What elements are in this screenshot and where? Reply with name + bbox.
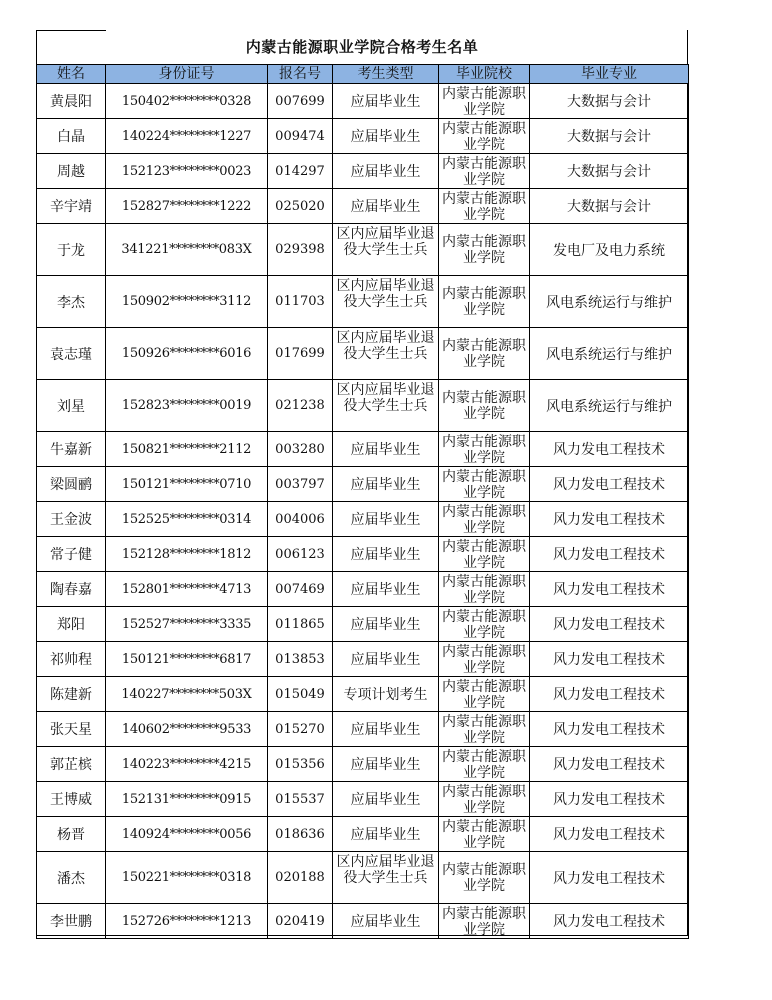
cell-candidate-type — [333, 328, 439, 380]
cell-id-number: 140223********4215 — [106, 747, 268, 782]
cell-name: 杨晋 — [37, 817, 106, 852]
cell-candidate-type: 应届毕业生 — [333, 607, 439, 642]
cell-graduate-school — [439, 607, 530, 642]
table-row — [37, 276, 689, 328]
cell-candidate-type: 应届毕业生 — [333, 712, 439, 747]
cell-candidate-type-text: 区内应届毕业退役大学生士兵 — [336, 853, 435, 886]
cell-graduate-school-text: 内蒙古能源职业学院 — [442, 748, 526, 781]
cell-id-number: 152823********0019 — [106, 380, 268, 432]
cell-graduate-school — [439, 119, 530, 154]
cell-graduate-school — [439, 328, 530, 380]
cell-name: 梁圆鹂 — [37, 467, 106, 502]
cell-graduate-major: 风力发电工程技术 — [530, 852, 689, 904]
cell-graduate-school — [439, 537, 530, 572]
spreadsheet-page — [36, 30, 688, 936]
cell-graduate-school — [439, 817, 530, 852]
table-body — [37, 84, 689, 939]
cell-candidate-type: 应届毕业生 — [333, 904, 439, 939]
cell-graduate-school-text: 内蒙古能源职业学院 — [442, 234, 526, 266]
table-row — [37, 677, 689, 712]
cell-registration-number: 004006 — [268, 502, 333, 537]
cell-registration-number: 003280 — [268, 432, 333, 467]
cell-candidate-type: 应届毕业生 — [333, 189, 439, 224]
cell-graduate-school-text: 内蒙古能源职业学院 — [442, 85, 526, 118]
table-row — [37, 782, 689, 817]
cell-graduate-major: 大数据与会计 — [530, 119, 689, 154]
cell-registration-number: 015049 — [268, 677, 333, 712]
cell-graduate-school-text: 内蒙古能源职业学院 — [442, 286, 526, 318]
cell-candidate-type: 应届毕业生 — [333, 817, 439, 852]
cell-name: 陶春嘉 — [37, 572, 106, 607]
cell-graduate-school-text: 内蒙古能源职业学院 — [442, 818, 526, 851]
cell-id-number: 150926********6016 — [106, 328, 268, 380]
cell-name: 郭芷槟 — [37, 747, 106, 782]
cell-graduate-school — [439, 84, 530, 119]
cell-name: 祁帅程 — [37, 642, 106, 677]
cell-graduate-school — [439, 747, 530, 782]
cell-id-number: 150121********6817 — [106, 642, 268, 677]
cell-candidate-type — [333, 380, 439, 432]
cell-name: 王博威 — [37, 782, 106, 817]
cell-graduate-school — [439, 189, 530, 224]
cell-graduate-school — [439, 904, 530, 939]
cell-registration-number: 003797 — [268, 467, 333, 502]
cell-graduate-school-text: 内蒙古能源职业学院 — [442, 433, 526, 466]
cell-candidate-type: 专项计划考生 — [333, 677, 439, 712]
cell-registration-number: 018636 — [268, 817, 333, 852]
cell-graduate-school — [439, 502, 530, 537]
cell-graduate-major: 风电系统运行与维护 — [530, 328, 689, 380]
cell-graduate-major: 大数据与会计 — [530, 154, 689, 189]
cell-candidate-type-text: 区内应届毕业退役大学生士兵 — [336, 381, 435, 414]
header-candidate-type: 考生类型 — [333, 65, 439, 84]
cell-registration-number: 007699 — [268, 84, 333, 119]
table-row — [37, 747, 689, 782]
cell-id-number: 341221********083X — [106, 224, 268, 276]
cell-name: 常子健 — [37, 537, 106, 572]
cell-candidate-type: 应届毕业生 — [333, 782, 439, 817]
cell-registration-number: 015356 — [268, 747, 333, 782]
table-row — [37, 154, 689, 189]
table-row — [37, 502, 689, 537]
cell-graduate-school-text: 内蒙古能源职业学院 — [442, 643, 526, 676]
cell-candidate-type: 应届毕业生 — [333, 154, 439, 189]
cell-id-number: 152726********1213 — [106, 904, 268, 939]
cell-name: 陈建新 — [37, 677, 106, 712]
cell-graduate-school — [439, 467, 530, 502]
cell-graduate-major: 风力发电工程技术 — [530, 712, 689, 747]
table-row — [37, 189, 689, 224]
header-graduate-school: 毕业院校 — [439, 65, 530, 84]
cell-id-number: 152525********0314 — [106, 502, 268, 537]
table-row — [37, 642, 689, 677]
cell-graduate-major: 风力发电工程技术 — [530, 904, 689, 939]
table-row — [37, 817, 689, 852]
cell-registration-number: 007469 — [268, 572, 333, 607]
cell-graduate-school — [439, 224, 530, 276]
cell-registration-number: 021238 — [268, 380, 333, 432]
cell-registration-number: 017699 — [268, 328, 333, 380]
table-row — [37, 328, 689, 380]
cell-graduate-major: 风力发电工程技术 — [530, 607, 689, 642]
cell-name: 牛嘉新 — [37, 432, 106, 467]
table-header-row — [37, 65, 689, 84]
cell-candidate-type: 应届毕业生 — [333, 537, 439, 572]
cell-name: 李杰 — [37, 276, 106, 328]
cell-id-number: 152128********1812 — [106, 537, 268, 572]
cell-graduate-major: 风力发电工程技术 — [530, 677, 689, 712]
cell-graduate-school — [439, 154, 530, 189]
cell-name: 黄晨阳 — [37, 84, 106, 119]
cell-candidate-type: 应届毕业生 — [333, 467, 439, 502]
document-title: 内蒙古能源职业学院合格考生名单 — [245, 38, 479, 56]
table-row — [37, 119, 689, 154]
cell-graduate-major: 风力发电工程技术 — [530, 782, 689, 817]
cell-graduate-school-text: 内蒙古能源职业学院 — [442, 468, 526, 501]
cell-registration-number: 020188 — [268, 852, 333, 904]
cell-registration-number: 013853 — [268, 642, 333, 677]
cell-id-number: 150402********0328 — [106, 84, 268, 119]
cell-graduate-school-text: 内蒙古能源职业学院 — [442, 713, 526, 746]
cell-graduate-school — [439, 276, 530, 328]
cell-registration-number: 006123 — [268, 537, 333, 572]
table-row — [37, 712, 689, 747]
cell-candidate-type-text: 区内应届毕业退役大学生士兵 — [336, 329, 435, 362]
cell-registration-number: 011703 — [268, 276, 333, 328]
cell-candidate-type: 应届毕业生 — [333, 572, 439, 607]
cell-graduate-school — [439, 642, 530, 677]
cell-graduate-school-text: 内蒙古能源职业学院 — [442, 390, 526, 422]
cell-graduate-major: 发电厂及电力系统 — [530, 224, 689, 276]
cell-id-number: 152527********3335 — [106, 607, 268, 642]
cell-candidate-type: 应届毕业生 — [333, 119, 439, 154]
cell-graduate-school — [439, 380, 530, 432]
cell-graduate-school — [439, 432, 530, 467]
cell-graduate-major: 风力发电工程技术 — [530, 432, 689, 467]
header-name: 姓名 — [37, 65, 106, 84]
cell-graduate-school-text: 内蒙古能源职业学院 — [442, 190, 526, 223]
cell-registration-number: 025020 — [268, 189, 333, 224]
cell-id-number: 152131********0915 — [106, 782, 268, 817]
cell-name: 张天星 — [37, 712, 106, 747]
header-registration-number: 报名号 — [268, 65, 333, 84]
cell-graduate-major: 风力发电工程技术 — [530, 747, 689, 782]
table-row — [37, 224, 689, 276]
cell-candidate-type: 应届毕业生 — [333, 502, 439, 537]
cell-candidate-type — [333, 276, 439, 328]
cell-name: 周越 — [37, 154, 106, 189]
header-graduate-major: 毕业专业 — [530, 65, 689, 84]
cell-graduate-school — [439, 677, 530, 712]
table-row — [37, 852, 689, 904]
cell-candidate-type-text: 区内应届毕业退役大学生士兵 — [336, 277, 435, 310]
cell-graduate-major: 大数据与会计 — [530, 84, 689, 119]
cell-name: 白晶 — [37, 119, 106, 154]
cell-name: 刘星 — [37, 380, 106, 432]
cell-graduate-school — [439, 782, 530, 817]
cell-graduate-school-text: 内蒙古能源职业学院 — [442, 905, 526, 938]
cell-graduate-school-text: 内蒙古能源职业学院 — [442, 503, 526, 536]
table-row — [37, 607, 689, 642]
cell-graduate-school — [439, 852, 530, 904]
cell-id-number: 150121********0710 — [106, 467, 268, 502]
cell-graduate-school-text: 内蒙古能源职业学院 — [442, 338, 526, 370]
cell-id-number: 150821********2112 — [106, 432, 268, 467]
cell-name: 王金波 — [37, 502, 106, 537]
cell-registration-number: 020419 — [268, 904, 333, 939]
cell-name: 郑阳 — [37, 607, 106, 642]
cell-candidate-type: 应届毕业生 — [333, 84, 439, 119]
cell-id-number: 152801********4713 — [106, 572, 268, 607]
cell-graduate-school — [439, 712, 530, 747]
table-row — [37, 904, 689, 939]
candidate-table — [36, 64, 689, 939]
cell-name: 潘杰 — [37, 852, 106, 904]
cell-graduate-major: 风电系统运行与维护 — [530, 380, 689, 432]
cell-candidate-type-text: 区内应届毕业退役大学生士兵 — [336, 225, 435, 258]
cell-candidate-type — [333, 852, 439, 904]
cell-graduate-major: 风力发电工程技术 — [530, 642, 689, 677]
cell-id-number: 152123********0023 — [106, 154, 268, 189]
cell-id-number: 150221********0318 — [106, 852, 268, 904]
cell-registration-number: 015537 — [268, 782, 333, 817]
cell-graduate-school-text: 内蒙古能源职业学院 — [442, 783, 526, 816]
cell-graduate-school — [439, 572, 530, 607]
cell-graduate-school-text: 内蒙古能源职业学院 — [442, 573, 526, 606]
cell-name: 袁志瑾 — [37, 328, 106, 380]
cell-graduate-major: 风力发电工程技术 — [530, 537, 689, 572]
cell-name: 辛宇靖 — [37, 189, 106, 224]
cell-id-number: 152827********1222 — [106, 189, 268, 224]
table-row — [37, 572, 689, 607]
cell-graduate-major: 风力发电工程技术 — [530, 467, 689, 502]
cell-id-number: 140227********503X — [106, 677, 268, 712]
cell-graduate-school-text: 内蒙古能源职业学院 — [442, 678, 526, 711]
header-id-number: 身份证号 — [106, 65, 268, 84]
cell-candidate-type: 应届毕业生 — [333, 747, 439, 782]
cell-name: 于龙 — [37, 224, 106, 276]
cell-graduate-school-text: 内蒙古能源职业学院 — [442, 862, 526, 894]
cell-graduate-major: 风电系统运行与维护 — [530, 276, 689, 328]
cell-candidate-type: 应届毕业生 — [333, 642, 439, 677]
cell-graduate-major: 风力发电工程技术 — [530, 502, 689, 537]
cell-registration-number: 014297 — [268, 154, 333, 189]
cell-id-number: 140224********1227 — [106, 119, 268, 154]
cell-registration-number: 009474 — [268, 119, 333, 154]
cell-registration-number: 029398 — [268, 224, 333, 276]
cell-name: 李世鹏 — [37, 904, 106, 939]
cell-graduate-school-text: 内蒙古能源职业学院 — [442, 538, 526, 571]
cell-graduate-major: 大数据与会计 — [530, 189, 689, 224]
cell-graduate-school-text: 内蒙古能源职业学院 — [442, 120, 526, 153]
table-row — [37, 467, 689, 502]
cell-graduate-major: 风力发电工程技术 — [530, 572, 689, 607]
cell-graduate-school-text: 内蒙古能源职业学院 — [442, 608, 526, 641]
table-row — [37, 380, 689, 432]
table-row — [37, 432, 689, 467]
cell-graduate-school-text: 内蒙古能源职业学院 — [442, 155, 526, 188]
cell-id-number: 140924********0056 — [106, 817, 268, 852]
table-row — [37, 84, 689, 119]
cell-registration-number: 015270 — [268, 712, 333, 747]
cell-graduate-major: 风力发电工程技术 — [530, 817, 689, 852]
cell-id-number: 150902********3112 — [106, 276, 268, 328]
cell-registration-number: 011865 — [268, 607, 333, 642]
cell-candidate-type — [333, 224, 439, 276]
table-row — [37, 537, 689, 572]
cell-id-number: 140602********9533 — [106, 712, 268, 747]
cell-candidate-type: 应届毕业生 — [333, 432, 439, 467]
